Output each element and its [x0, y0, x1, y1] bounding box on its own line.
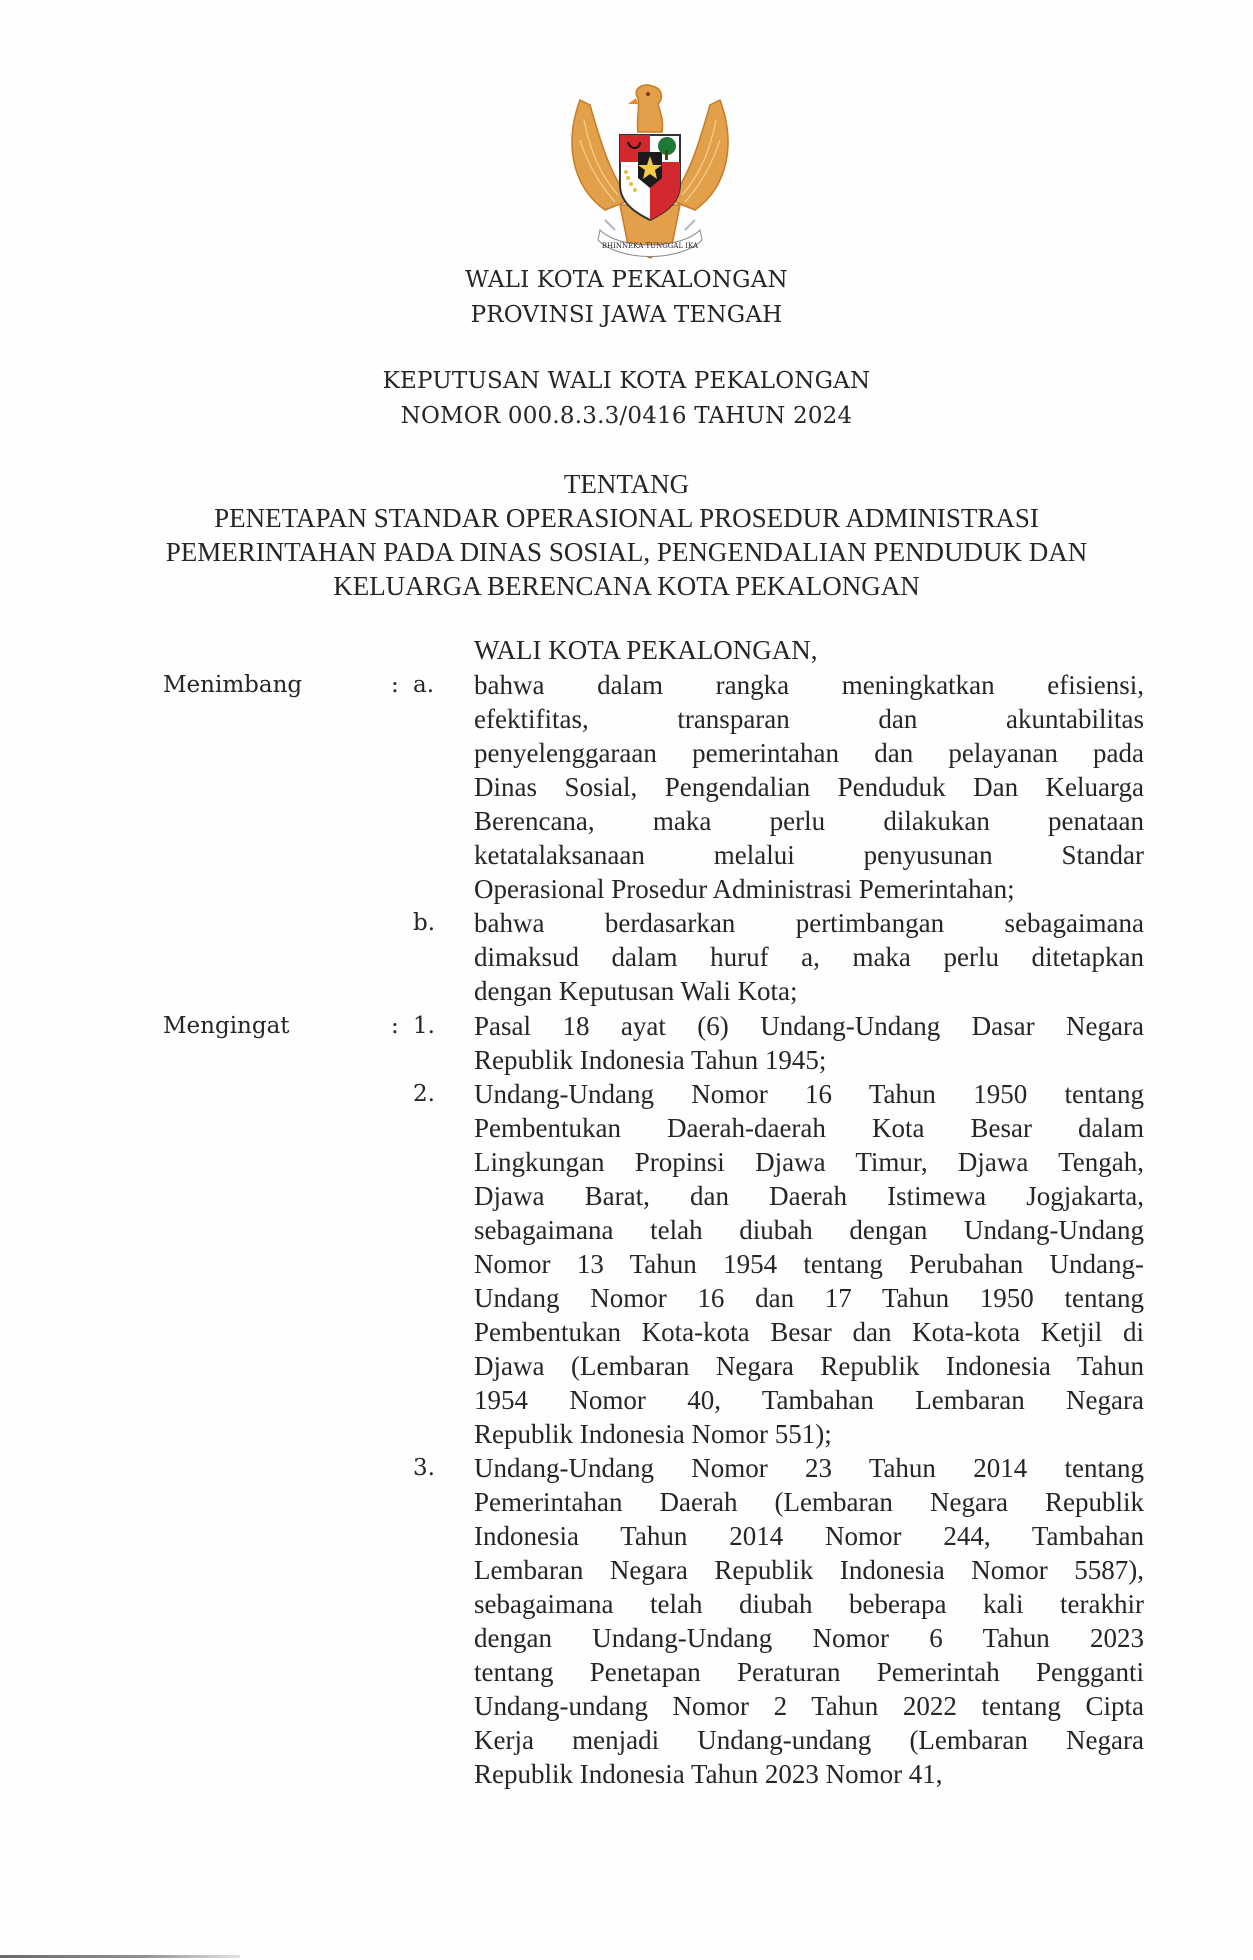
clause-line: 1954 Nomor 40, Tambahan Lembaran Negara: [474, 1385, 1144, 1415]
clause-line: dengan Keputusan Wali Kota;: [474, 976, 798, 1006]
clause-line: Lingkungan Propinsi Djawa Timur, Djawa Tengah,: [474, 1147, 1144, 1177]
clause-line: dengan Undang-Undang Nomor 6 Tahun 2023: [474, 1623, 1144, 1653]
clause-line: tentang Penetapan Peraturan Pemerintah Pengganti: [474, 1657, 1144, 1687]
clause-line: Undang-Undang Nomor 23 Tahun 2014 tentang: [474, 1453, 1144, 1483]
clause-line: Kerja menjadi Undang-undang (Lembaran Negara: [474, 1725, 1144, 1755]
clause-line: sebagaimana telah diubah beberapa kali terakhir: [474, 1589, 1144, 1619]
clause-line: Republik Indonesia Tahun 1945;: [474, 1045, 827, 1075]
clause-line: bahwa berdasarkan pertimbangan sebagaimana: [474, 908, 1144, 938]
clause-line: sebagaimana telah diubah dengan Undang-Undang: [474, 1215, 1144, 1245]
decree-title: KEPUTUSAN WALI KOTA PEKALONGAN: [382, 368, 871, 394]
issuer-title: WALI KOTA PEKALONGAN: [465, 267, 788, 293]
mengingat-colon: :: [391, 1013, 399, 1039]
clause-line: penyelenggaraan pemerintahan dan pelayanan pada: [474, 738, 1144, 768]
province-title: PROVINSI JAWA TENGAH: [470, 302, 783, 328]
subject-line: PEMERINTAHAN PADA DINAS SOSIAL, PENGENDALIAN PENDUDUK DAN: [165, 537, 1088, 567]
clause-line: Pasal 18 ayat (6) Undang-Undang Dasar Negara: [474, 1011, 1144, 1041]
clause-marker: 2.: [413, 1081, 435, 1107]
clause-line: efektifitas, transparan dan akuntabilitas: [474, 704, 1144, 734]
menimbang-colon: :: [391, 672, 399, 698]
clause-line: Undang Nomor 16 dan 17 Tahun 1950 tentang: [474, 1283, 1144, 1313]
clause-marker: b.: [413, 910, 436, 936]
clause-line: dimaksud dalam huruf a, maka perlu ditetapkan: [474, 942, 1144, 972]
clause-line: Djawa Barat, dan Daerah Istimewa Jogjakarta,: [474, 1181, 1144, 1211]
clause-line: Indonesia Tahun 2014 Nomor 244, Tambahan: [474, 1521, 1144, 1551]
clause-line: Operasional Prosedur Administrasi Pemerintahan;: [474, 874, 1015, 904]
clause-line: Pembentukan Daerah-daerah Kota Besar dalam: [474, 1113, 1144, 1143]
clause-line: Republik Indonesia Nomor 551);: [474, 1419, 832, 1449]
clause-marker: a.: [413, 672, 435, 698]
menimbang-label: Menimbang: [163, 672, 303, 698]
authority-line: WALI KOTA PEKALONGAN,: [474, 635, 818, 665]
clause-marker: 3.: [413, 1455, 435, 1481]
clause-line: Pemerintahan Daerah (Lembaran Negara Republik: [474, 1487, 1144, 1517]
clause-line: Pembentukan Kota-kota Besar dan Kota-kota Ketjil di: [474, 1317, 1144, 1347]
clause-line: Undang-Undang Nomor 16 Tahun 1950 tentang: [474, 1079, 1144, 1109]
clause-line: bahwa dalam rangka meningkatkan efisiensi,: [474, 670, 1144, 700]
clause-line: Djawa (Lembaran Negara Republik Indonesia Tahun: [474, 1351, 1144, 1381]
clause-line: ketatalaksanaan melalui penyusunan Standar: [474, 840, 1144, 870]
clause-line: Berencana, maka perlu dilakukan penataan: [474, 806, 1144, 836]
clause-line: Nomor 13 Tahun 1954 tentang Perubahan Undang-: [474, 1249, 1144, 1279]
decree-number: NOMOR 000.8.3.3/0416 TAHUN 2024: [400, 403, 853, 429]
subject-heading: TENTANG: [563, 469, 690, 499]
subject-line: PENETAPAN STANDAR OPERASIONAL PROSEDUR ADMINISTRASI: [214, 503, 1039, 533]
garuda-pancasila-emblem-icon: [560, 80, 740, 265]
mengingat-label: Mengingat: [163, 1013, 290, 1039]
clause-line: Dinas Sosial, Pengendalian Penduduk Dan Keluarga: [474, 772, 1144, 802]
clause-line: Undang-undang Nomor 2 Tahun 2022 tentang Cipta: [474, 1691, 1144, 1721]
clause-line: Lembaran Negara Republik Indonesia Nomor 5587),: [474, 1555, 1144, 1585]
subject-line: KELUARGA BERENCANA KOTA PEKALONGAN: [333, 571, 920, 601]
scan-edge-artifact: [0, 1955, 240, 1958]
clause-marker: 1.: [413, 1013, 435, 1039]
motto-text: BHINNEKA TUNGGAL IKA: [601, 242, 699, 250]
clause-line: Republik Indonesia Tahun 2023 Nomor 41,: [474, 1759, 943, 1789]
